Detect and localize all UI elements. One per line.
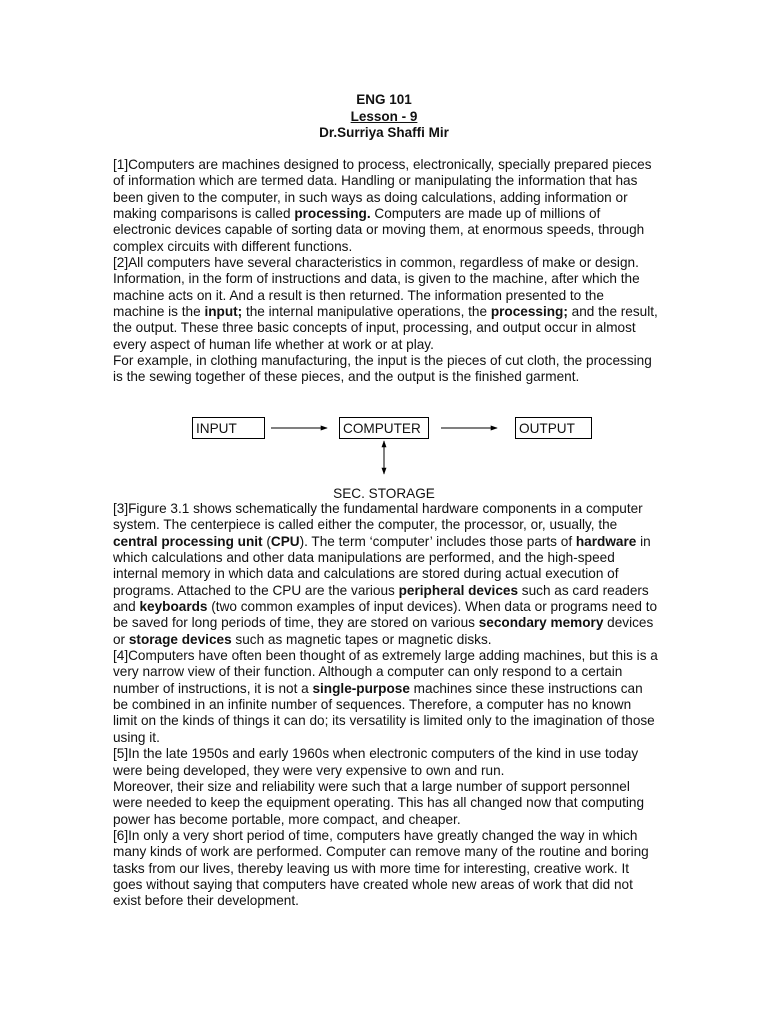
text-block-intro [113, 157, 658, 386]
output-label: OUTPUT [519, 421, 575, 436]
paragraph-5: [5]In the late 1950s and early 1960s when electronic computers of the kind in use today were being developed, they were very expensive to own and run. [113, 746, 639, 778]
lesson-title: Lesson - 9 [350, 108, 418, 124]
paragraph-2: [2]All computers have several characteristics in common, regardless of make or design. Information, in the form of instructions and data, is given to the machine, after which the machine acts on it. And a result is then returned. The information presented to the machine is the input; the internal manipulative operations, the processing; and the result, the output. These three basic concepts of input, processing, and output occur in almost every aspect of human life whether at work or at play. [113, 255, 658, 352]
paragraph-1: [1]Computers are machines designed to process, electronically, specially prepared pieces of information which are termed data. Handling or manipulating the information that has been given to the computer, in such ways as doing calculations, adding information or making comparisons is called processing. Computers are made up of millions of electronic devices capable of sorting data or moving them, at enormous speeds, through complex circuits with different functions. [113, 157, 652, 254]
paragraph-2-example: For example, in clothing manufacturing, the input is the pieces of cut cloth, the processing is the sewing together of these pieces, and the output is the finished garment. [113, 353, 652, 385]
course-title: ENG 101 [356, 92, 412, 107]
computer-label: COMPUTER [343, 421, 421, 436]
document-header [0, 92, 768, 142]
input-label: INPUT [196, 421, 237, 436]
paragraph-5-continued: Moreover, their size and reliability were such that a large number of support personnel were needed to keep the equipment operating. This has all changed now that computing power has become portable, more compact, and cheaper. [113, 778, 645, 827]
storage-label: SEC. STORAGE [333, 486, 435, 501]
paragraph-4: [4]Computers have often been thought of as extremely large adding machines, but this is a very narrow view of their function. Although a computer can only respond to a certain number of instructions, it is not a single-purpose machines since these instructions can be combined in an infinite number of sequences. Therefore, a computer has no known limit on the kinds of things it can do; its versatility is limited only to the imagination of those using it. [113, 648, 658, 745]
text-block-main [113, 501, 658, 910]
input-box [192, 417, 265, 439]
output-box [515, 417, 592, 439]
computer-box [339, 417, 429, 439]
paragraph-3: [3]Figure 3.1 shows schematically the fundamental hardware components in a computer system. The centerpiece is called either the computer, the processor, or, usually, the central processing unit (CPU). The term ‘computer’ includes those parts of hardware in which calculations and other data manipulations are performed, and the high-speed internal memory in which data and calculations are stored during actual execution of programs. Attached to the CPU are the various peripheral devices such as card readers and keyboards (two common examples of input devices). When data or programs need to be saved for long periods of time, they are stored on various secondary memory devices or storage devices such as magnetic tapes or magnetic disks. [113, 501, 658, 647]
paragraph-6: [6]In only a very short period of time, computers have greatly changed the way in which many kinds of work are performed. Computer can remove many of the routine and boring tasks from our lives, thereby leaving us with more time for interesting, creative work. It goes without saying that computers have created whole new areas of work that did not exist before their development. [113, 827, 649, 909]
author-name: Dr.Surriya Shaffi Mir [319, 125, 449, 140]
